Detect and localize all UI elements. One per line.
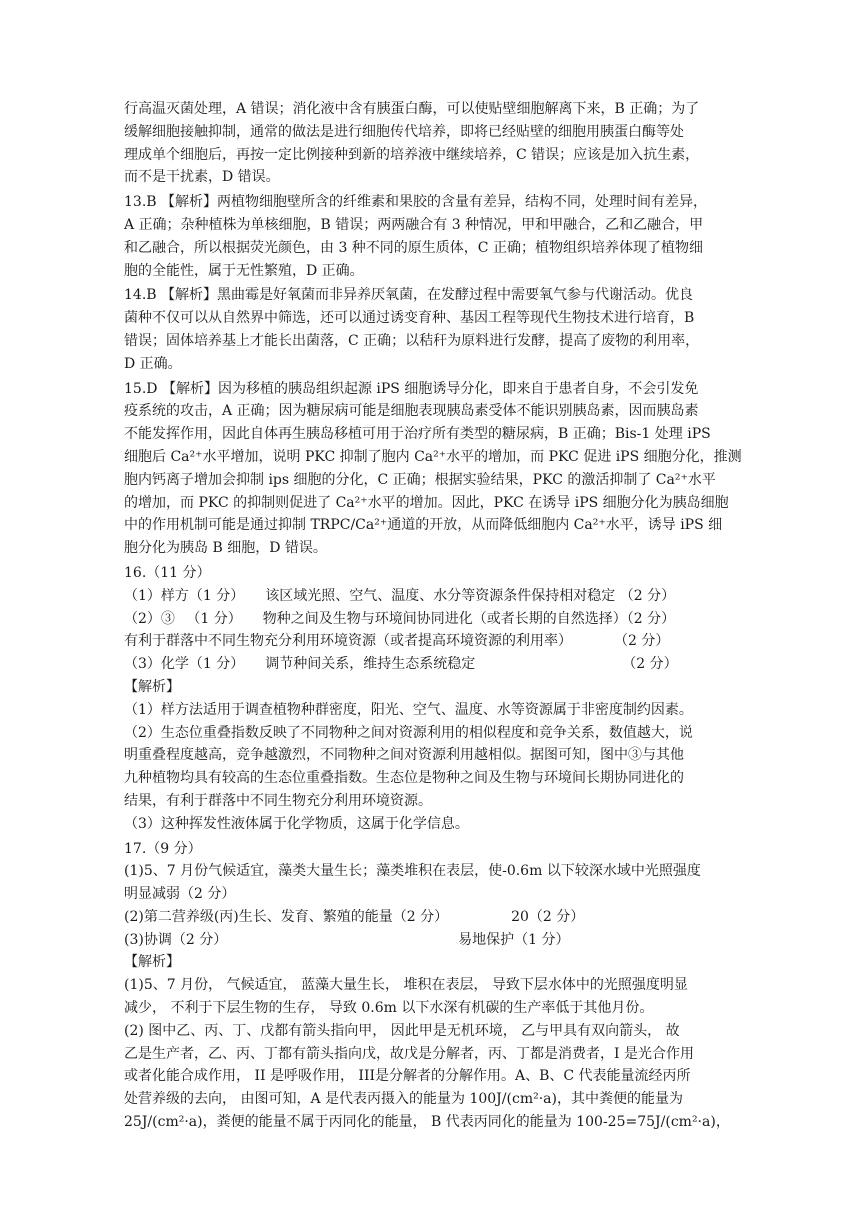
- text-line: (2)第二营养级(丙)生长、发育、繁殖的能量（2 分） 20（2 分）: [124, 908, 585, 925]
- text-line: 行高温灭菌处理，A 错误；消化液中含有胰蛋白酶，可以使贴壁细胞解离下来，B 正确；为了: [124, 101, 700, 117]
- text-line: 15.D 【解析】因为移植的胰岛组织起源 iPS 细胞诱导分化，即来自于患者自身，不会引发免: [124, 380, 699, 397]
- text-line: 疫系统的攻击，A 正确；因为糖尿病可能是细胞表现胰岛素受体不能识别胰岛素，因而胰岛素: [124, 403, 699, 420]
- text-line: 九种植物均具有较高的生态位重叠指数。生态位是物种之间及生物与环境间长期协同进化的: [124, 770, 684, 787]
- text-line: 而不是干扰素，D 错误。: [124, 169, 280, 186]
- text-line: （1）样方（1 分） 该区域光照、空气、温度、水分等资源条件保持相对稳定 （2 分）: [124, 587, 676, 604]
- text-line: 菌种不仅可以从自然界中筛选，还可以通过诱变育种、基因工程等现代生物技术进行培育，B: [124, 310, 695, 327]
- text-line: （1）样方法适用于调查植物种群密度，阳光、空气、温度、水等资源属于非密度制约因素。: [124, 701, 693, 718]
- text-line: (1)5、7 月份， 气候适宜， 蓝藻大量生长， 堆积在表层， 导致下层水体中的光照强度明显: [124, 977, 688, 994]
- text-line: 13.B 【解析】两植物细胞壁所含的纤维素和果胶的含量有差异，结构不同，处理时间有差异，: [124, 194, 708, 211]
- text-line: 结果，有利于群落中不同生物充分利用环境资源。: [124, 792, 432, 809]
- text-line: 14.B 【解析】黑曲霉是好氧菌而非异养厌氧菌，在发酵过程中需要氧气参与代谢活动。优良: [124, 287, 694, 304]
- text-line: 缓解细胞接触抑制，通常的做法是进行细胞传代培养，即将已经贴壁的细胞用胰蛋白酶等处: [124, 123, 684, 140]
- text-line: （3）化学（1 分） 调节种间关系，维持生态系统稳定 （2 分）: [124, 656, 678, 673]
- text-line: 16.（11 分）: [124, 564, 211, 581]
- text-line: 和乙融合，所以根据荧光颜色，由 3 种不同的原生质体，C 正确；植物组织培养体现了植物细: [124, 239, 703, 256]
- text-line: 胞分化为胰岛 B 细胞，D 错误。: [124, 540, 327, 557]
- text-line: 或者化能合成作用， II 是呼吸作用， III是分解者的分解作用。A、B、C 代表能量流经丙所: [124, 1068, 691, 1085]
- text-line: 胞的全能性，属于无性繁殖，D 正确。: [124, 262, 364, 279]
- text-line: 错误；固体培养基上才能长出菌落，C 正确；以秸秆为原料进行发酵，提高了废物的利用率，: [124, 332, 700, 349]
- text-line: 细胞后 Ca²⁺水平增加，说明 PKC 抑制了胞内 Ca²⁺水平的增加，而 PKC 促进 iPS 细胞分化，推测: [124, 448, 742, 465]
- text-line: （2）生态位重叠指数反映了不同物种之间对资源利用的相似程度和竞争关系，数值越大，说: [124, 724, 693, 741]
- text-line: (3)协调（2 分） 易地保护（1 分）: [124, 931, 570, 948]
- text-line: （3）这种挥发性液体属于化学物质，这属于化学信息。: [124, 815, 469, 832]
- text-line: （2）③ （1 分） 物种之间及生物与环境间协同进化（或者长期的自然选择）（2 分）: [124, 610, 676, 627]
- text-line: 17.（9 分）: [124, 840, 202, 857]
- text-line: D 正确。: [124, 355, 182, 372]
- text-line: (1)5、7 月份气候适宜，藻类大量生长；藻类堆积在表层，使-0.6m 以下较深水域中光照强度: [124, 863, 701, 880]
- text-line: 不能发挥作用，因此自体再生胰岛移植可用于治疗所有类型的糖尿病，B 正确；Bis-1 处理 iPS: [124, 426, 711, 443]
- text-line: 理成单个细胞后，再按一定比例接种到新的培养液中继续培养，C 错误；应该是加入抗生素，: [124, 146, 700, 163]
- text-line: 乙是生产者，乙、丙、丁都有箭头指向戊，故戊是分解者，丙、丁都是消费者，I 是光合作用: [124, 1045, 694, 1062]
- text-line: A 正确；杂种植株为单核细胞，B 错误；两两融合有 3 种情况，甲和甲融合，乙和乙融合，甲: [124, 216, 704, 233]
- text-line: (2) 图中乙、丙、丁、戊都有箭头指向甲， 因此甲是无机环境， 乙与甲具有双向箭头， 故: [124, 1022, 680, 1039]
- document-page: [124, 98, 744, 1134]
- text-line: 的增加，而 PKC 的抑制则促进了 Ca²⁺水平的增加。因此，PKC 在诱导 iPS 细胞分化为胰岛细胞: [124, 494, 729, 511]
- text-line: 中的作用机制可能是通过抑制 TRPC/Ca²⁺通道的开放，从而降低细胞内 Ca²⁺水平，诱导 iPS 细: [124, 517, 723, 534]
- text-line: 明重叠程度越高，竞争越激烈，不同物种之间对资源利用越相似。据图可知，图中③与其他: [124, 747, 684, 764]
- text-line: 有利于群落中不同生物充分利用环境资源（或者提高环境资源的利用率） （2 分）: [124, 633, 670, 650]
- text-line: 【解析】: [124, 954, 180, 971]
- text-line: 【解析】: [124, 678, 180, 695]
- text-line: 25J/(cm²·a)，粪便的能量不属于丙同化的能量， B 代表丙同化的能量为 100-25=75J/(cm²·a)，: [124, 1114, 730, 1131]
- text-line: 明显减弱（2 分）: [124, 886, 236, 903]
- text-line: 处营养级的去向， 由图可知，A 是代表丙摄入的能量为 100J/(cm²·a)，其中粪便的能量为: [124, 1091, 683, 1108]
- text-line: 减少， 不利于下层生物的生存， 导致 0.6m 以下水深有机碳的生产率低于其他月份。: [124, 1000, 654, 1017]
- text-line: 胞内钙离子增加会抑制 ips 细胞的分化，C 正确；根据实验结果，PKC 的激活抑制了 Ca²⁺水平: [124, 471, 716, 488]
